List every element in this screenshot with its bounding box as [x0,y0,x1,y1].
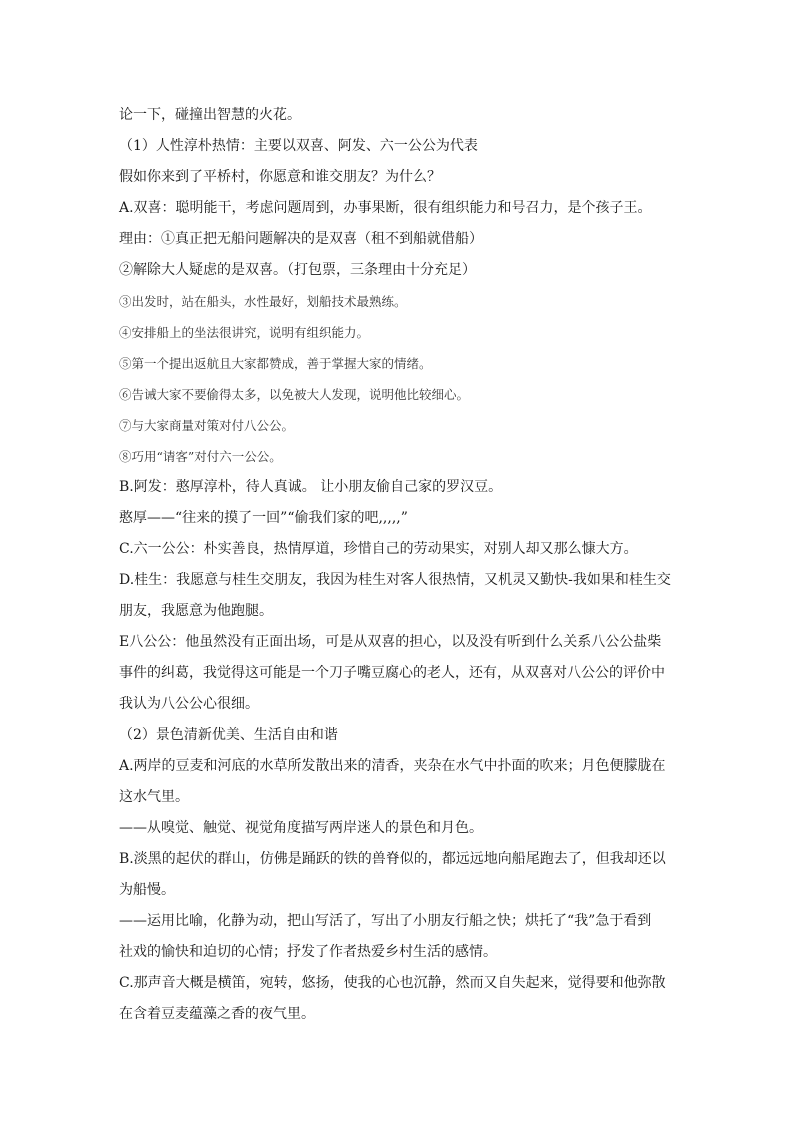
reason-line: ⑦与大家商量对策对付八公公。 [119,418,295,433]
reason-line: ⑤第一个提出返航且大家都赞成，善于掌握大家的情绪。 [119,356,432,371]
answer-item: C.那声音大概是横笛，宛转，悠扬，使我的心也沉静，然而又自失起来，觉得要和他弥散 [119,975,666,991]
answer-item-continued: 我认为八公公心很细。 [119,696,259,712]
question-line: 假如你来到了平桥村，你愿意和谁交朋友？为什么？ [119,169,441,185]
answer-item: D.桂生：我愿意与桂生交朋友，我因为桂生对客人很热情，又机灵又勤快-我如果和桂生交 [119,572,671,588]
answer-item-continued: 在含着豆麦蕴藻之香的夜气里。 [119,1006,315,1022]
reason-line: 理由：①真正把无船问题解决的是双喜（租不到船就借船） [119,231,483,247]
quote-line: 憨厚——“往来的摸了一回”“偷我们家的吧,,,,,” [119,510,408,526]
answer-item: B.阿发：憨厚淳朴，待人真诚。 让小朋友偷自己家的罗汉豆。 [119,479,503,495]
answer-item: C.六一公公：朴实善良，热情厚道，珍惜自己的劳动果实，对别人却又那么慷大方。 [119,541,638,557]
analysis-line: 社戏的愉快和迫切的心情；抒发了作者热爱乡村生活的感情。 [119,944,497,960]
section-heading: （2）景色清新优美、生活自由和谐 [119,727,338,743]
text-line: 论一下，碰撞出智慧的火花。 [119,107,301,123]
answer-item: B.淡黑的起伏的群山，仿佛是踊跃的铁的兽脊似的，都远远地向船尾跑去了，但我却还以 [119,851,666,867]
answer-item-continued: 事件的纠葛，我觉得这可能是一个刀子嘴豆腐心的老人，还有，从双喜对八公公的评价中 [119,665,665,681]
answer-item-continued: 这水气里。 [119,789,189,805]
reason-line: ④安排船上的坐法很讲究，说明有组织能力。 [119,325,370,340]
reason-line: ⑧巧用“请客”对付六一公公。 [119,449,282,464]
answer-item-continued: 朋友，我愿意为他跑腿。 [119,603,273,619]
reason-line: ⑥告诫大家不要偷得太多，以免被大人发现，说明他比较细心。 [119,387,470,402]
analysis-line: ——运用比喻，化静为动，把山写活了，写出了小朋友行船之快；烘托了“我”急于看到 [119,913,652,929]
answer-item: A.双喜：聪明能干，考虑问题周到，办事果断，很有组织能力和号召力，是个孩子王。 [119,200,652,216]
reason-line: ③出发时，站在船头，水性最好，划船技术最熟练。 [119,294,407,309]
answer-item: E八公公：他虽然没有正面出场，可是从双喜的担心，以及没有听到什么关系八公公盐柴 [119,634,662,650]
section-heading: （1）人性淳朴热情：主要以双喜、阿发、六一公公为代表 [119,138,478,154]
answer-item: A.两岸的豆麦和河底的水草所发散出来的清香，夹杂在水气中扑面的吹来；月色便朦胧在 [119,758,666,774]
reason-line: ②解除大人疑虑的是双喜。（打包票，三条理由十分充足） [119,262,476,278]
document-page [119,100,679,1030]
analysis-line: ——从嗅觉、触觉、视觉角度描写两岸迷人的景色和月色。 [119,820,483,836]
answer-item-continued: 为船慢。 [119,882,175,898]
